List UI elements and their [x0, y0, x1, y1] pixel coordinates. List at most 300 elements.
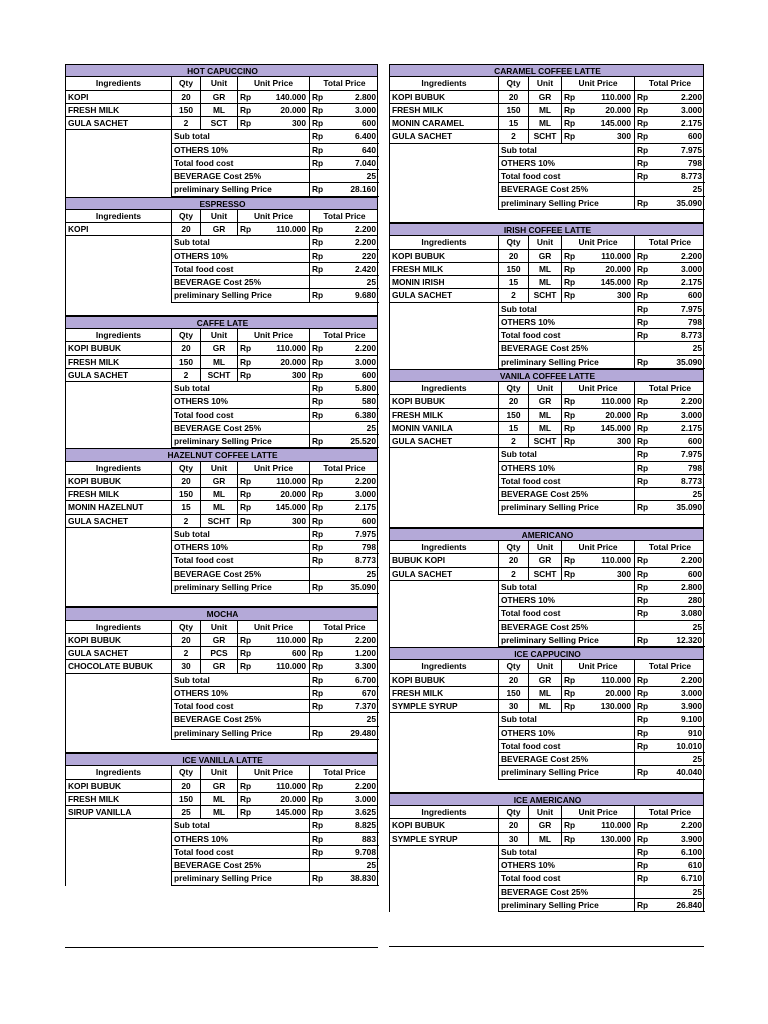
currency-label: Rp	[309, 687, 327, 700]
table-row	[66, 91, 377, 104]
recipe-block	[389, 793, 704, 912]
header-qty: Qty	[498, 236, 528, 248]
beverage-cost-row	[66, 170, 377, 183]
currency-label: Rp	[634, 554, 652, 566]
ingredient-unit-price: 20.000	[280, 356, 306, 367]
ingredient-qty: 20	[498, 250, 528, 262]
recipe-title-row	[390, 528, 703, 541]
ingredient-qty: 2	[498, 289, 528, 301]
ingredient-name: FRESH MILK	[68, 104, 120, 115]
total-food-cost-value: 8.773	[652, 329, 705, 342]
total-food-cost-label: Total food cost	[498, 607, 634, 620]
total-food-cost-value: 6.380	[327, 409, 379, 422]
header-unit: Unit	[200, 621, 237, 633]
total-food-cost-label: Total food cost	[498, 740, 634, 753]
ingredient-unit: ML	[200, 793, 237, 805]
header-qty: Qty	[498, 660, 528, 672]
ingredient-name: GULA SACHET	[392, 436, 453, 446]
recipe-title: HOT CAPUCCINO	[187, 66, 258, 76]
currency-label: Rp	[237, 104, 255, 116]
ingredient-unit: GR	[200, 634, 237, 646]
currency-label: Rp	[561, 250, 579, 262]
ingredient-qty: 20	[498, 91, 528, 103]
currency-label: Rp	[309, 104, 327, 116]
table-header-row	[66, 77, 377, 90]
currency-label: Rp	[634, 501, 652, 514]
currency-label: Rp	[561, 687, 579, 699]
ingredient-unit: SCT	[200, 117, 237, 129]
ingredient-qty: 150	[171, 488, 200, 500]
ingredient-total-price: 600	[688, 131, 702, 142]
currency-label: Rp	[634, 356, 652, 369]
ingredient-total-price: 2.200	[681, 820, 702, 831]
currency-label: Rp	[309, 700, 327, 713]
currency-label: Rp	[309, 488, 327, 500]
table-row	[390, 395, 703, 408]
currency-label: Rp	[634, 713, 652, 726]
others-10-label: OTHERS 10%	[498, 157, 634, 170]
beverage-cost-label: BEVERAGE Cost 25%	[498, 342, 634, 355]
table-row	[66, 793, 377, 806]
ingredient-unit-price: 110.000	[601, 396, 631, 407]
header-qty: Qty	[171, 210, 200, 222]
currency-label: Rp	[309, 263, 327, 276]
recipe-block	[65, 197, 378, 303]
ingredient-unit: SCHT	[528, 130, 561, 142]
total-food-cost-value: 2.420	[327, 263, 379, 276]
currency-label: Rp	[237, 806, 255, 818]
header-ingredients: Ingredients	[95, 330, 142, 340]
header-unit: Unit	[528, 77, 561, 89]
currency-label: Rp	[309, 475, 327, 487]
total-food-cost-row	[390, 872, 703, 885]
beverage-cost-label: BEVERAGE Cost 25%	[171, 568, 309, 581]
selling-price-row	[390, 356, 703, 369]
selling-price-value: 9.680	[327, 289, 379, 302]
total-food-cost-row	[390, 607, 703, 620]
sub-total-row	[66, 528, 377, 541]
header-qty: Qty	[171, 621, 200, 633]
ingredient-unit: SCHT	[200, 369, 237, 381]
header-ingredients: Ingredients	[421, 542, 467, 552]
currency-label: Rp	[634, 581, 652, 594]
beverage-cost-value: 25	[634, 488, 705, 501]
header-qty: Qty	[498, 77, 528, 89]
ingredient-qty: 20	[171, 91, 200, 103]
ingredient-qty: 20	[498, 395, 528, 407]
ingredient-total-price: 3.000	[681, 409, 702, 420]
sub-total-value: 2.800	[652, 581, 705, 594]
total-food-cost-label: Total food cost	[498, 872, 634, 885]
recipe-title: HAZELNUT COFFEE LATTE	[167, 450, 278, 461]
others-10-label: OTHERS 10%	[171, 144, 309, 157]
recipe-block	[389, 528, 704, 647]
recipe-title-row	[66, 64, 377, 77]
currency-label: Rp	[634, 462, 652, 475]
currency-label: Rp	[561, 554, 579, 566]
right-column	[389, 64, 704, 912]
ingredient-unit-price: 110.000	[276, 661, 306, 672]
recipe-title: CAFFE LATE	[196, 317, 249, 328]
ingredient-unit-price: 20.000	[280, 104, 306, 115]
header-qty: Qty	[498, 541, 528, 553]
table-row	[66, 104, 377, 117]
currency-label: Rp	[309, 647, 327, 659]
ingredient-unit-price: 110.000	[601, 91, 631, 102]
sub-total-label: Sub total	[498, 846, 634, 859]
ingredient-unit-price: 130.000	[600, 701, 631, 711]
recipe-block	[389, 647, 704, 780]
header-unit-price: Unit Price	[237, 621, 309, 633]
header-unit-price: Unit Price	[561, 660, 634, 672]
sub-total-row	[390, 448, 703, 461]
others-10-value: 883	[327, 833, 379, 846]
ingredient-unit-price: 140.000	[275, 91, 306, 102]
currency-label: Rp	[634, 819, 652, 831]
sub-total-label: Sub total	[498, 144, 634, 157]
selling-price-row	[390, 197, 703, 210]
ingredient-total-price: 600	[362, 118, 376, 128]
ingredient-unit-price: 20.000	[280, 793, 306, 804]
ingredient-total-price: 3.625	[355, 807, 376, 817]
table-row	[390, 250, 703, 263]
ingredient-total-price: 3.000	[355, 356, 376, 367]
ingredient-qty: 2	[498, 435, 528, 447]
header-unit-price: Unit Price	[561, 541, 634, 553]
currency-label: Rp	[309, 554, 327, 567]
currency-label: Rp	[634, 448, 652, 461]
ingredient-name: SIRUP VANILLA	[68, 807, 132, 817]
total-food-cost-label: Total food cost	[498, 170, 634, 183]
selling-price-label: preliminary Selling Price	[171, 289, 309, 302]
recipe-block	[65, 607, 378, 740]
header-unit: Unit	[528, 382, 561, 394]
beverage-cost-label: BEVERAGE Cost 25%	[498, 488, 634, 501]
ingredient-total-price: 600	[688, 436, 702, 446]
currency-label: Rp	[309, 342, 327, 354]
currency-label: Rp	[309, 382, 327, 395]
table-row	[390, 263, 703, 276]
currency-label: Rp	[237, 475, 255, 487]
ingredient-total-price: 3.900	[681, 833, 702, 844]
table-row	[66, 806, 377, 819]
others-10-value: 220	[327, 250, 379, 263]
header-unit: Unit	[528, 541, 561, 553]
selling-price-value: 35.090	[652, 501, 705, 514]
currency-label: Rp	[634, 568, 652, 580]
beverage-cost-row	[390, 488, 703, 501]
beverage-cost-row	[390, 753, 703, 766]
header-total-price: Total Price	[634, 77, 705, 89]
beverage-cost-value: 25	[634, 621, 705, 634]
table-row	[390, 833, 703, 846]
header-unit-price: Unit Price	[237, 462, 309, 474]
ingredient-unit: ML	[200, 104, 237, 116]
beverage-cost-label: BEVERAGE Cost 25%	[171, 859, 309, 872]
sub-total-label: Sub total	[171, 819, 309, 832]
selling-price-value: 26.840	[652, 899, 705, 912]
ingredient-total-price: 3.000	[355, 104, 376, 115]
currency-label: Rp	[634, 91, 652, 103]
currency-label: Rp	[309, 91, 327, 103]
sub-total-value: 2.200	[327, 236, 379, 249]
ingredient-unit: ML	[528, 104, 561, 116]
selling-price-label: preliminary Selling Price	[171, 581, 309, 594]
beverage-cost-row	[66, 276, 377, 289]
ingredient-total-price: 3.000	[355, 489, 376, 499]
table-header-row	[66, 462, 377, 475]
recipe-title-row	[66, 316, 377, 329]
ingredient-total-price: 3.000	[681, 687, 702, 698]
ingredient-unit: SCHT	[528, 289, 561, 301]
table-header-row	[390, 660, 703, 673]
beverage-cost-value: 25	[309, 170, 379, 183]
currency-label: Rp	[561, 819, 579, 831]
sub-total-label: Sub total	[498, 303, 634, 316]
total-food-cost-value: 10.010	[652, 740, 705, 753]
selling-price-value: 40.040	[652, 766, 705, 779]
ingredient-unit: ML	[528, 117, 561, 129]
table-row	[390, 674, 703, 687]
ingredient-unit-price: 300	[617, 436, 631, 446]
total-food-cost-row	[390, 740, 703, 753]
currency-label: Rp	[634, 872, 652, 885]
header-total-price: Total Price	[634, 382, 705, 394]
currency-label: Rp	[309, 356, 327, 368]
header-unit: Unit	[200, 766, 237, 778]
beverage-cost-row	[66, 422, 377, 435]
total-food-cost-row	[390, 170, 703, 183]
ingredient-qty: 15	[498, 117, 528, 129]
header-unit-price: Unit Price	[237, 766, 309, 778]
ingredient-unit-price: 20.000	[605, 687, 631, 698]
others-10-row	[390, 157, 703, 170]
currency-label: Rp	[634, 144, 652, 157]
others-10-row	[390, 727, 703, 740]
table-row	[390, 422, 703, 435]
others-10-label: OTHERS 10%	[498, 727, 634, 740]
recipe-title: ICE CAPPUCINO	[514, 649, 581, 659]
ingredient-total-price: 3.000	[355, 793, 376, 804]
currency-label: Rp	[309, 833, 327, 846]
ingredient-qty: 20	[171, 223, 200, 235]
table-row	[390, 435, 703, 448]
currency-label: Rp	[237, 342, 255, 354]
table-row	[66, 223, 377, 236]
currency-label: Rp	[634, 197, 652, 210]
ingredient-qty: 30	[498, 833, 528, 845]
others-10-value: 798	[652, 462, 705, 475]
sub-total-row	[390, 846, 703, 859]
others-10-row	[66, 687, 377, 700]
recipe-title: MOCHA	[206, 609, 239, 620]
beverage-cost-value: 25	[634, 342, 705, 355]
ingredient-name: GULA SACHET	[68, 118, 129, 128]
table-row	[390, 554, 703, 567]
total-food-cost-label: Total food cost	[171, 700, 309, 713]
currency-label: Rp	[634, 435, 652, 447]
recipe-title-row	[390, 223, 703, 236]
currency-label: Rp	[634, 422, 652, 434]
ingredient-total-price: 2.200	[681, 91, 702, 102]
sub-total-label: Sub total	[498, 713, 634, 726]
recipe-title: AMERICANO	[521, 529, 574, 540]
ingredient-unit-price: 20.000	[605, 409, 631, 420]
recipe-title-row	[390, 369, 703, 382]
currency-label: Rp	[237, 356, 255, 368]
sub-total-row	[66, 130, 377, 143]
currency-label: Rp	[634, 859, 652, 872]
header-qty: Qty	[171, 462, 200, 474]
beverage-cost-value: 25	[634, 753, 705, 766]
ingredient-name: SYMPLE SYRUP	[392, 701, 458, 711]
currency-label: Rp	[561, 276, 579, 288]
currency-label: Rp	[237, 647, 255, 659]
header-total-price: Total Price	[309, 77, 379, 89]
selling-price-label: preliminary Selling Price	[171, 872, 309, 885]
beverage-cost-value: 25	[309, 713, 379, 726]
header-total-price: Total Price	[309, 462, 379, 474]
currency-label: Rp	[634, 833, 652, 845]
ingredient-unit: ML	[528, 700, 561, 712]
header-unit: Unit	[528, 806, 561, 818]
ingredient-unit-price: 110.000	[276, 475, 306, 486]
total-food-cost-row	[66, 157, 377, 170]
ingredient-unit: ML	[200, 488, 237, 500]
table-row	[66, 634, 377, 647]
ingredient-unit: PCS	[200, 647, 237, 659]
recipe-title: VANILA COFFEE LATTE	[499, 370, 596, 381]
currency-label: Rp	[561, 104, 579, 116]
total-food-cost-value: 8.773	[652, 475, 705, 488]
ingredient-name: GULA SACHET	[68, 515, 129, 526]
ingredient-unit-price: 145.000	[275, 502, 306, 513]
beverage-cost-value: 25	[309, 859, 379, 872]
currency-label: Rp	[634, 303, 652, 316]
beverage-cost-label: BEVERAGE Cost 25%	[498, 183, 634, 196]
ingredient-qty: 20	[171, 342, 200, 354]
table-row	[390, 276, 703, 289]
ingredient-unit-price: 20.000	[605, 263, 631, 274]
selling-price-value: 29.480	[327, 727, 379, 740]
beverage-cost-value: 25	[309, 568, 379, 581]
ingredient-name: MONIN HAZELNUT	[68, 502, 144, 513]
ingredient-name: KOPI BUBUK	[392, 820, 446, 831]
sub-total-label: Sub total	[498, 448, 634, 461]
header-ingredients: Ingredients	[95, 78, 142, 89]
header-total-price: Total Price	[309, 621, 379, 633]
total-food-cost-row	[66, 263, 377, 276]
ingredient-qty: 15	[498, 276, 528, 288]
spacer-row	[389, 780, 704, 793]
ingredient-unit: GR	[528, 554, 561, 566]
beverage-cost-row	[390, 342, 703, 355]
recipe-title-row	[390, 793, 703, 806]
currency-label: Rp	[634, 157, 652, 170]
header-total-price: Total Price	[309, 210, 379, 222]
table-row	[66, 488, 377, 501]
currency-label: Rp	[309, 144, 327, 157]
ingredient-name: GULA SACHET	[392, 290, 453, 301]
selling-price-label: preliminary Selling Price	[498, 356, 634, 369]
ingredient-unit-price: 145.000	[600, 277, 631, 287]
recipe-block	[65, 64, 378, 197]
ingredient-total-price: 3.000	[681, 104, 702, 115]
ingredient-qty: 150	[498, 409, 528, 421]
others-10-value: 640	[327, 144, 379, 157]
ingredient-total-price: 2.200	[681, 555, 702, 566]
currency-label: Rp	[309, 793, 327, 805]
ingredient-total-price: 2.200	[355, 475, 376, 486]
table-row	[66, 369, 377, 382]
selling-price-row	[390, 501, 703, 514]
currency-label: Rp	[309, 660, 327, 672]
sub-total-value: 8.825	[327, 819, 379, 832]
currency-label: Rp	[309, 674, 327, 687]
others-10-row	[390, 316, 703, 329]
beverage-cost-label: BEVERAGE Cost 25%	[498, 621, 634, 634]
beverage-cost-label: BEVERAGE Cost 25%	[498, 753, 634, 766]
header-unit-price: Unit Price	[561, 236, 634, 248]
header-unit-price: Unit Price	[237, 329, 309, 341]
currency-label: Rp	[309, 780, 327, 792]
ingredient-total-price: 600	[362, 369, 376, 380]
currency-label: Rp	[634, 316, 652, 329]
ingredient-unit-price: 110.000	[601, 555, 631, 566]
header-qty: Qty	[498, 806, 528, 818]
sub-total-row	[66, 674, 377, 687]
header-ingredients: Ingredients	[421, 807, 467, 817]
others-10-value: 910	[652, 727, 705, 740]
ingredient-total-price: 2.200	[355, 224, 376, 234]
beverage-cost-row	[66, 713, 377, 726]
others-10-label: OTHERS 10%	[171, 395, 309, 408]
sub-total-value: 5.800	[327, 382, 379, 395]
table-header-row	[390, 236, 703, 249]
currency-label: Rp	[634, 409, 652, 421]
currency-label: Rp	[634, 475, 652, 488]
table-row	[390, 409, 703, 422]
total-food-cost-label: Total food cost	[171, 409, 309, 422]
table-header-row	[390, 541, 703, 554]
ingredient-unit-price: 300	[617, 568, 631, 579]
ingredient-unit: GR	[200, 780, 237, 792]
ingredient-unit-price: 300	[617, 131, 631, 142]
header-qty: Qty	[171, 329, 200, 341]
selling-price-value: 35.090	[327, 581, 379, 594]
table-row	[66, 515, 377, 528]
selling-price-value: 38.830	[327, 872, 379, 885]
others-10-row	[66, 144, 377, 157]
table-header-row	[66, 210, 377, 223]
currency-label: Rp	[634, 634, 652, 647]
others-10-label: OTHERS 10%	[171, 250, 309, 263]
currency-label: Rp	[309, 223, 327, 235]
ingredient-unit-price: 145.000	[275, 807, 306, 817]
currency-label: Rp	[634, 846, 652, 859]
ingredient-unit: GR	[200, 475, 237, 487]
header-unit: Unit	[200, 329, 237, 341]
ingredient-name: FRESH MILK	[392, 263, 444, 274]
others-10-value: 580	[327, 395, 379, 408]
total-food-cost-label: Total food cost	[171, 554, 309, 567]
total-food-cost-row	[390, 475, 703, 488]
recipe-title-row	[66, 448, 377, 461]
ingredient-unit-price: 300	[292, 118, 306, 128]
others-10-label: OTHERS 10%	[498, 859, 634, 872]
beverage-cost-row	[66, 568, 377, 581]
recipe-block	[65, 316, 378, 449]
